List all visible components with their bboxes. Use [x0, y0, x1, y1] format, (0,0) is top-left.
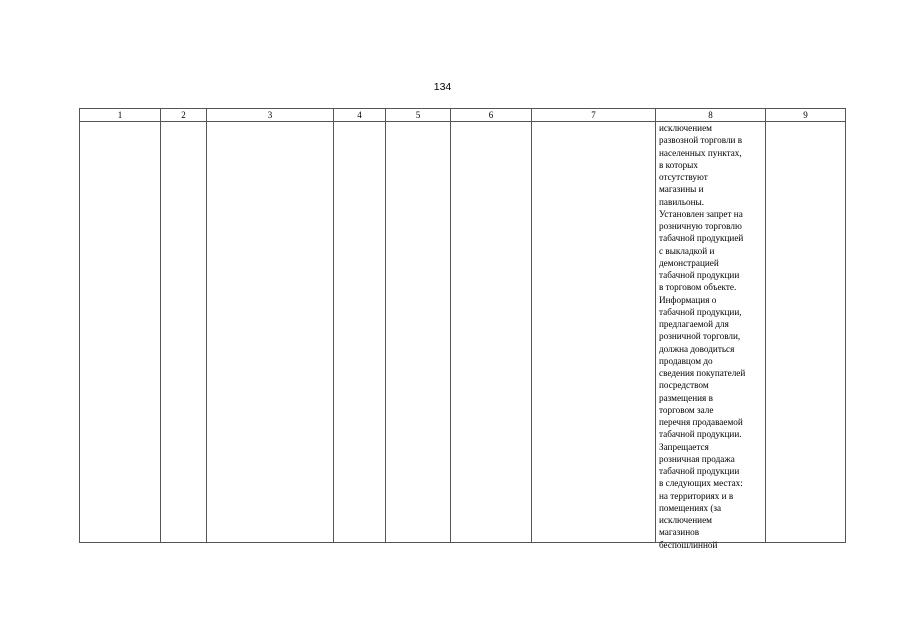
text-line: развозной торговли в [659, 135, 743, 146]
text-line: сведения покупателей [659, 368, 746, 378]
document-table [79, 108, 846, 550]
text-line: магазинов [659, 527, 700, 538]
text-line: табачной продукции [659, 466, 740, 476]
table-cell-4 [334, 122, 386, 543]
column-header-3: 3 [207, 109, 334, 122]
text-line: Информация о [659, 294, 717, 305]
column-header-2: 2 [161, 109, 207, 122]
text-line: табачной продукцией [659, 233, 744, 244]
column-header-4: 4 [334, 109, 386, 122]
text-line: торговом зале [659, 404, 714, 415]
table-cell-6 [451, 122, 532, 543]
text-line: Установлен запрет на [659, 208, 743, 219]
text-line: отсутствуют [659, 172, 708, 182]
text-line: беспошлинной [659, 539, 718, 550]
text-line: демонстрацией [659, 257, 719, 268]
text-line: предлагаемой для [659, 319, 729, 329]
text-line: с выкладкой и [659, 245, 715, 256]
text-line: перечня продаваемой [659, 417, 743, 427]
table-cell-1 [80, 122, 161, 543]
text-line: исключением [659, 123, 712, 133]
text-line: помещениях (за [659, 502, 722, 513]
text-line: Запрещается [659, 441, 709, 452]
text-line: павильоны. [659, 196, 705, 207]
text-line: размещения в [659, 392, 713, 403]
text-line: розничную торговлю [659, 221, 742, 231]
text-line: табачной продукции, [659, 306, 742, 317]
text-line: табачной продукции [659, 270, 740, 280]
text-line: населенных пунктах, [659, 147, 742, 158]
text-line: исключением [659, 515, 712, 525]
text-line: в торговом объекте. [659, 282, 737, 293]
text-line: табачной продукции. [659, 429, 742, 440]
table-cell-7 [532, 122, 656, 543]
column-header-9: 9 [766, 109, 846, 122]
table-header-row [80, 109, 846, 122]
table-cell-3 [207, 122, 334, 543]
text-line: на территориях и в [659, 490, 734, 501]
column-header-6: 6 [451, 109, 532, 122]
table-row [80, 122, 846, 543]
column-header-8: 8 [656, 109, 766, 122]
text-line: в следующих местах: [659, 478, 743, 489]
text-line: розничной торговли, [659, 331, 741, 342]
table-cell-2 [161, 122, 207, 543]
table-cell-5 [386, 122, 451, 543]
column-header-7: 7 [532, 109, 656, 122]
text-line: розничная продажа [659, 453, 735, 464]
table-cell-9 [766, 122, 846, 543]
table-cell-8 [656, 122, 766, 550]
page-number: 134 [433, 81, 452, 93]
column-header-5: 5 [386, 109, 451, 122]
text-line: посредством [659, 380, 709, 391]
text-line: магазины и [659, 184, 704, 195]
column-header-1: 1 [80, 109, 161, 122]
text-line: в которых [659, 159, 698, 170]
column-8-text [656, 122, 765, 550]
text-line: продавцом до [659, 355, 713, 366]
text-line: должна доводиться [659, 343, 735, 354]
